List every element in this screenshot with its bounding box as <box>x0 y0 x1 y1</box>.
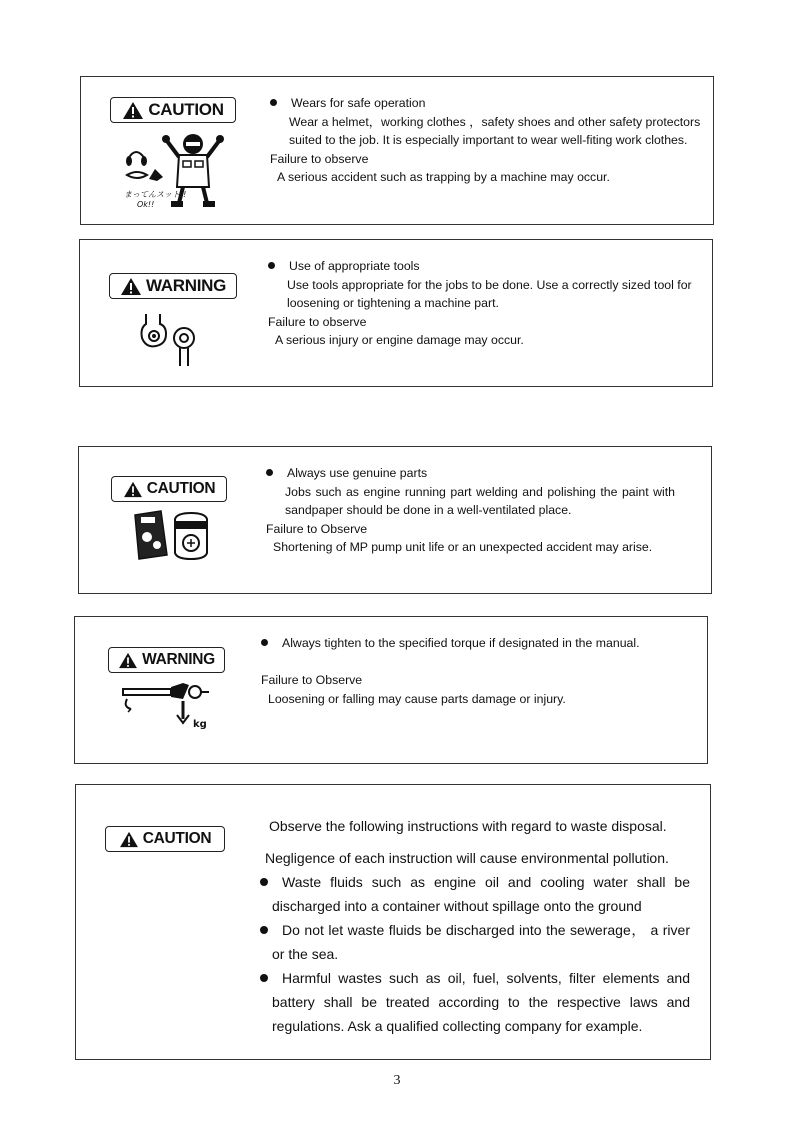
failure-result: Loosening or falling may cause parts damage or injury. <box>268 691 566 706</box>
warning-triangle-icon <box>122 101 144 120</box>
bullet-heading: Use of appropriate tools <box>268 257 698 276</box>
warning-box-appropriate-tools <box>79 239 713 387</box>
svg-text:Ok!!: Ok!! <box>137 200 155 209</box>
warning-triangle-icon <box>123 481 143 498</box>
failure-result: A serious injury or engine damage may occur. <box>275 333 524 348</box>
failure-result: A serious accident such as trapping by a machine may occur. <box>277 170 610 185</box>
waste-warning: Negligence of each instruction will cause environmental pollution. <box>265 850 669 866</box>
caution-label: CAUTION <box>105 826 225 852</box>
body-line: Wear a helmet，working clothes ，safety shoes and other safety protectors <box>289 114 701 129</box>
failure-heading: Failure to observe <box>268 314 367 329</box>
warning-label: WARNING <box>108 647 225 673</box>
page-number: 3 <box>393 1073 401 1088</box>
body-line: suited to the job. It is especially important to wear well-fiting work clothes. <box>289 133 688 148</box>
warning-triangle-icon <box>120 277 142 296</box>
box-text <box>270 94 700 187</box>
wrench-tools-icon <box>138 312 208 368</box>
warning-label: WARNING <box>109 273 237 299</box>
protective-gear-worker-icon <box>123 131 233 211</box>
box-text <box>261 634 691 708</box>
waste-item-3-cont: regulations. Ask a qualified collecting company for example. <box>272 1018 643 1034</box>
caution-box-safe-operation <box>80 76 714 225</box>
torque-wrench-icon <box>119 679 215 729</box>
box-text <box>268 257 698 350</box>
caution-box-genuine-parts <box>78 446 712 594</box>
bullet-heading: Wears for safe operation <box>270 94 700 113</box>
body-line: sandpaper should be done in a well-ventilated place. <box>285 503 572 518</box>
caution-label: CAUTION <box>111 476 227 502</box>
waste-item-3-cont: battery shall be treated according to the respective laws and <box>272 994 690 1010</box>
waste-item-1: Waste fluids such as engine oil and cooling water shall be <box>260 870 690 894</box>
bullet-heading: Always tighten to the specified torque if designated in the manual. <box>261 634 691 653</box>
warning-triangle-icon <box>119 831 139 848</box>
failure-result: Shortening of MP pump unit life or an unexpected accident may arise. <box>273 540 653 555</box>
body-line: Jobs such as engine running part welding and polishing the paint with <box>285 484 675 499</box>
bullet-heading: Always use genuine parts <box>266 464 676 483</box>
failure-heading: Failure to Observe <box>266 521 368 536</box>
waste-item-2-cont: or the sea. <box>272 946 339 962</box>
failure-heading: Failure to observe <box>270 151 369 166</box>
genuine-parts-icon <box>131 509 213 561</box>
caution-label: CAUTION <box>110 97 236 123</box>
waste-item-2: Do not let waste fluids be discharged into the sewerage， a river <box>260 918 690 942</box>
warning-triangle-icon <box>118 652 138 669</box>
svg-text:まってんスット!!: まってんスット!! <box>124 190 187 199</box>
body-line: Use tools appropriate for the jobs to be done. Use a correctly sized tool for <box>287 277 692 292</box>
caution-box-waste-disposal <box>75 784 711 1060</box>
failure-heading: Failure to Observe <box>261 673 363 688</box>
body-line: loosening or tightening a machine part. <box>287 296 499 311</box>
warning-box-torque <box>74 616 708 764</box>
box-text <box>266 464 676 557</box>
svg-text:kg: kg <box>193 719 207 729</box>
waste-item-1-cont: discharged into a container without spillage onto the ground <box>272 898 642 914</box>
waste-item-3: Harmful wastes such as oil, fuel, solvents, filter elements and <box>260 966 690 990</box>
waste-intro: Observe the following instructions with regard to waste disposal. <box>269 818 667 834</box>
waste-disposal-text <box>260 814 690 1038</box>
